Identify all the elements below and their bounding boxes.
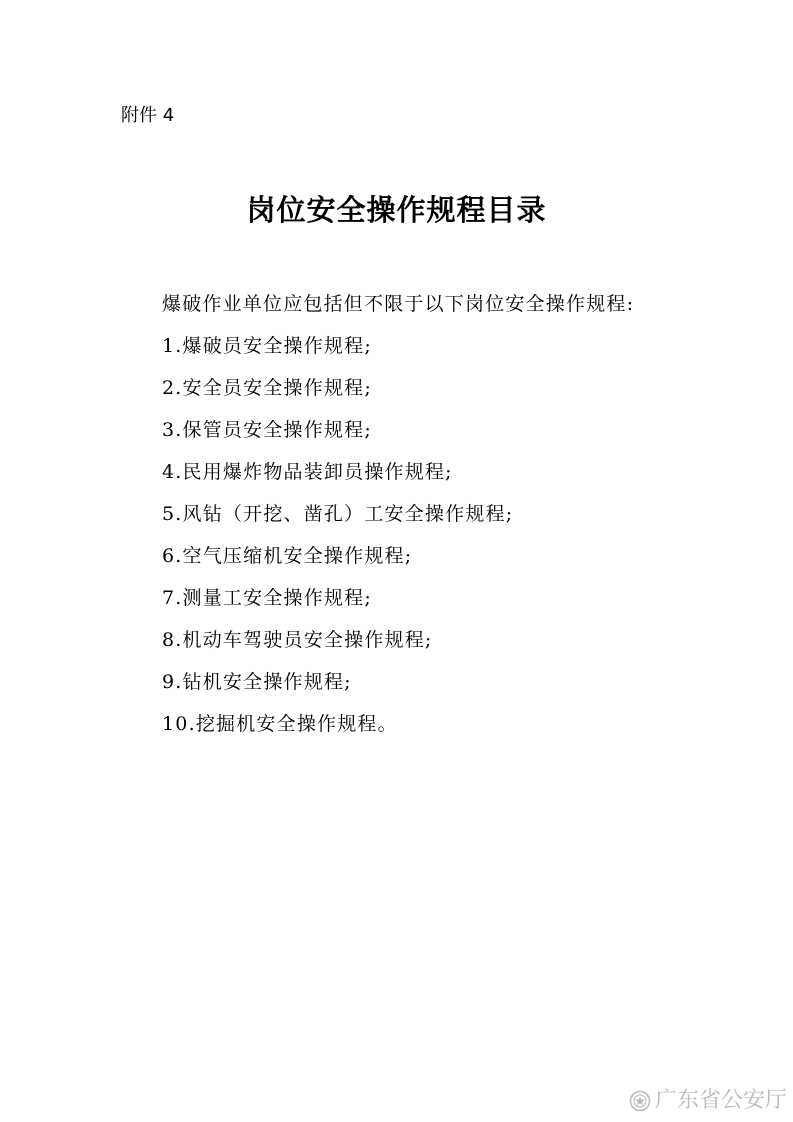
list-item: 1.爆破员安全操作规程; [162,335,372,357]
list-item: 2.安全员安全操作规程; [162,377,372,399]
list-item: 8.机动车驾驶员安全操作规程; [162,629,433,651]
list-item: 5.风钻（开挖、凿孔）工安全操作规程; [162,503,514,525]
page-title: 岗位安全操作规程目录 [246,193,547,227]
watermark [629,1088,787,1114]
regulation-list [162,332,513,752]
list-item: 7.测量工安全操作规程; [162,587,372,609]
watermark-text: 广东省公安厅 [654,1088,787,1113]
list-item: 9.钻机安全操作规程; [162,671,352,693]
list-item: 6.空气压缩机安全操作规程; [162,545,413,567]
attachment-label: 附件 4 [121,105,175,126]
intro-paragraph: 爆破作业单位应包括但不限于以下岗位安全操作规程: [162,293,635,315]
list-item: 4.民用爆炸物品装卸员操作规程; [162,461,453,483]
list-item: 3.保管员安全操作规程; [162,419,372,441]
police-emblem-icon [629,1090,651,1112]
list-item: 10.挖掘机安全操作规程。 [162,713,398,735]
